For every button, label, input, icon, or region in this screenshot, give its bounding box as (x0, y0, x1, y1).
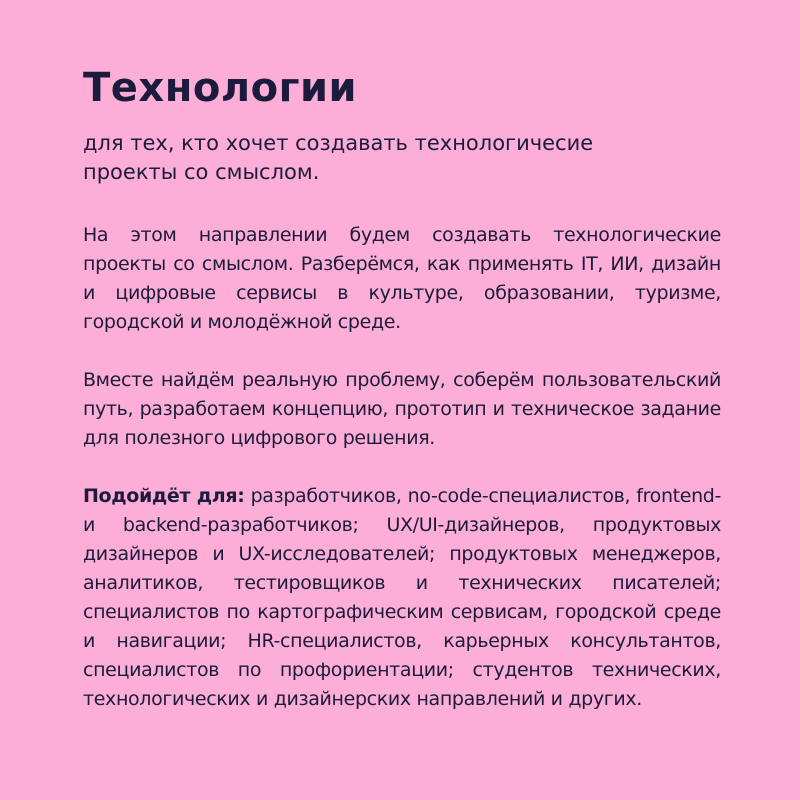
document-card (83, 60, 721, 714)
description-paragraph-2: Вместе найдём реальную проблему, соберём пользовательский путь, разработаем концепцию, прототип и техническое задание для полезного цифрового решения. (83, 369, 721, 449)
audience-label: Подойдёт для: (83, 485, 245, 507)
description-paragraph-1: На этом направлении будем создавать технологические проекты со смыслом. Разберёмся, как применять IT, ИИ, дизайн и цифровые сервисы в культуре, образовании, туризме, городской и молодёжной среде. (83, 224, 721, 333)
page-subtitle: для тех, кто хочет создавать технологичесие проекты со смыслом. (83, 131, 594, 184)
audience-paragraph (83, 482, 721, 714)
audience-text: разработчиков, no-code-специалистов, frontend- и backend-разработчиков; UX/UI-дизайнеров, продуктовых дизайнеров и UX-исследователей; продуктовых менеджеров, аналитиков, тестировщиков и технических писателей; специалистов по картографическим сервисам, городской среде и навигации; HR-специалистов, карьерных консультантов, специалистов по профориентации; студентов технических, технологических и дизайнерских направлений и других. (83, 485, 721, 710)
page-title: Технологии (83, 65, 358, 111)
